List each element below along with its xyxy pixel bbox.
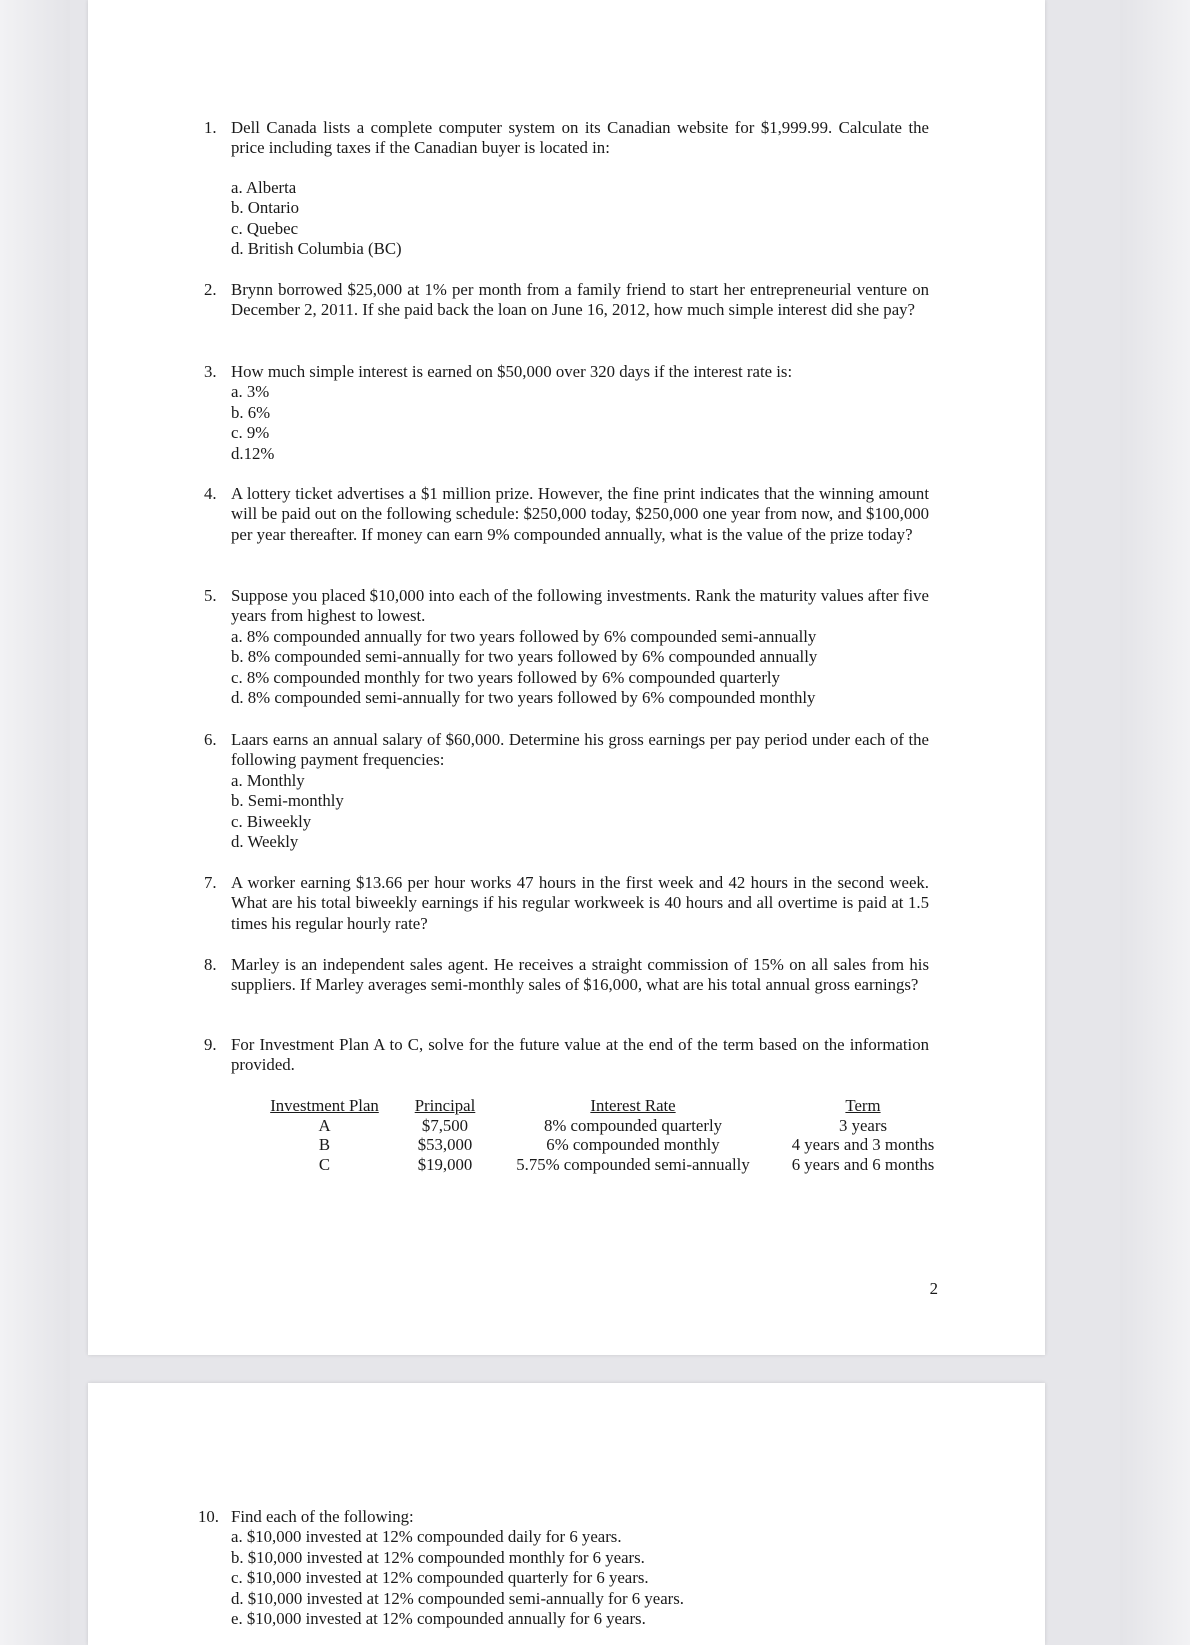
question-1 — [204, 118, 929, 259]
list-item: c. Biweekly — [231, 811, 312, 831]
column-header: Principal — [414, 1096, 476, 1115]
table-cell: 5.75% compounded semi-annually — [516, 1154, 750, 1174]
question-2 — [204, 280, 929, 321]
question-text: A worker earning $13.66 per hour works 47 hours in the first week and 42 hours in the second week. What are his total biweekly earnings if his regular workweek is 40 hours and all overtime is paid at 1.5 times his regular hourly rate? — [231, 873, 929, 933]
question-text: For Investment Plan A to C, solve for the future value at the end of the term based on the information provided. — [231, 1035, 929, 1075]
list-item: c. Quebec — [231, 218, 299, 238]
question-text: How much simple interest is earned on $50,000 over 320 days if the interest rate is: — [231, 362, 793, 381]
question-number: 10. — [198, 1507, 219, 1526]
question-10 — [198, 1507, 929, 1629]
list-item: d.12% — [231, 443, 275, 463]
question-text: Dell Canada lists a complete computer system on its Canadian website for $1,999.99. Calculate the price including taxes if the Canadian buyer is located in: — [231, 118, 929, 158]
question-text: Marley is an independent sales agent. He receives a straight commission of 15% on all sales from his suppliers. If Marley averages semi-monthly sales of $16,000, what are his total annual gross earnings? — [231, 955, 929, 995]
question-8 — [204, 955, 929, 996]
list-item: b. Semi-monthly — [231, 791, 344, 811]
table-cell: 3 years — [839, 1115, 887, 1135]
left-margin-shade — [0, 0, 70, 1645]
list-item: b. 8% compounded semi-annually for two years followed by 6% compounded annually — [231, 647, 818, 667]
list-item: b. $10,000 invested at 12% compounded monthly for 6 years. — [231, 1547, 645, 1567]
document-page-1 — [88, 0, 1045, 1355]
list-item: a. 8% compounded annually for two years followed by 6% compounded semi-annually — [231, 626, 817, 646]
column-interest-rate — [505, 1096, 761, 1174]
table-cell: 4 years and 3 months — [791, 1135, 935, 1154]
table-cell: 6% compounded monthly — [546, 1135, 720, 1154]
list-item: d. Weekly — [231, 832, 299, 852]
column-term — [780, 1096, 946, 1174]
column-investment-plan — [268, 1096, 381, 1174]
question-number: 5. — [204, 586, 217, 605]
list-item: b. 6% — [231, 402, 271, 422]
list-item: a. Alberta — [231, 177, 297, 197]
list-item: d. British Columbia (BC) — [231, 239, 402, 259]
page-number: 2 — [929, 1279, 938, 1298]
right-margin-shade — [1120, 0, 1190, 1645]
list-item: c. 9% — [231, 423, 270, 443]
question-number: 2. — [204, 280, 217, 299]
list-item: a. Monthly — [231, 770, 305, 790]
question-number: 9. — [204, 1035, 217, 1054]
table-cell: C — [318, 1154, 331, 1174]
question-5 — [204, 586, 929, 708]
question-7 — [204, 873, 929, 934]
question-number: 8. — [204, 955, 217, 974]
column-header: Interest Rate — [590, 1096, 676, 1115]
question-6 — [204, 730, 929, 852]
list-item: e. $10,000 invested at 12% compounded annually for 6 years. — [231, 1609, 646, 1629]
question-number: 7. — [204, 873, 217, 892]
list-item: d. $10,000 invested at 12% compounded semi-annually for 6 years. — [231, 1588, 684, 1608]
column-header: Investment Plan — [270, 1096, 379, 1115]
list-item: d. 8% compounded semi-annually for two years followed by 6% compounded monthly — [231, 688, 816, 708]
list-item: c. $10,000 invested at 12% compounded quarterly for 6 years. — [231, 1568, 649, 1588]
question-9 — [204, 1035, 929, 1076]
list-item: c. 8% compounded monthly for two years followed by 6% compounded quarterly — [231, 667, 780, 687]
question-text: Suppose you placed $10,000 into each of the following investments. Rank the maturity values after five years from highest to lowest. — [231, 586, 929, 626]
list-item: a. $10,000 invested at 12% compounded daily for 6 years. — [231, 1527, 622, 1547]
question-number: 1. — [204, 118, 217, 137]
column-header: Term — [845, 1096, 881, 1115]
question-number: 6. — [204, 730, 217, 749]
table-cell: 8% compounded quarterly — [543, 1115, 722, 1135]
question-3 — [204, 362, 929, 464]
table-cell: B — [318, 1135, 331, 1154]
question-text: Brynn borrowed $25,000 at 1% per month from a family friend to start her entrepreneurial venture on December 2, 2011. If she paid back the loan on June 16, 2012, how much simple interest did she pay? — [231, 280, 929, 320]
question-4 — [204, 484, 929, 545]
document-page-2 — [88, 1383, 1045, 1645]
table-cell: $7,500 — [421, 1115, 469, 1135]
question-text: Find each of the following: — [231, 1507, 414, 1526]
question-text: Laars earns an annual salary of $60,000. Determine his gross earnings per pay period under each of the following payment frequencies: — [231, 730, 929, 770]
table-cell: A — [318, 1115, 331, 1135]
list-item: b. Ontario — [231, 198, 300, 218]
list-item: a. 3% — [231, 382, 270, 402]
table-cell: 6 years and 6 months — [791, 1154, 935, 1174]
column-principal — [408, 1096, 482, 1174]
table-cell: $19,000 — [417, 1154, 473, 1174]
table-cell: $53,000 — [417, 1135, 473, 1154]
question-number: 4. — [204, 484, 217, 503]
question-text: A lottery ticket advertises a $1 million prize. However, the fine print indicates that the winning amount will be paid out on the following schedule: $250,000 today, $250,000 one year from now, and $100,000 per year thereafter. If money can earn 9% compounded annually, what is the value of the prize today? — [231, 484, 929, 544]
question-number: 3. — [204, 362, 217, 381]
